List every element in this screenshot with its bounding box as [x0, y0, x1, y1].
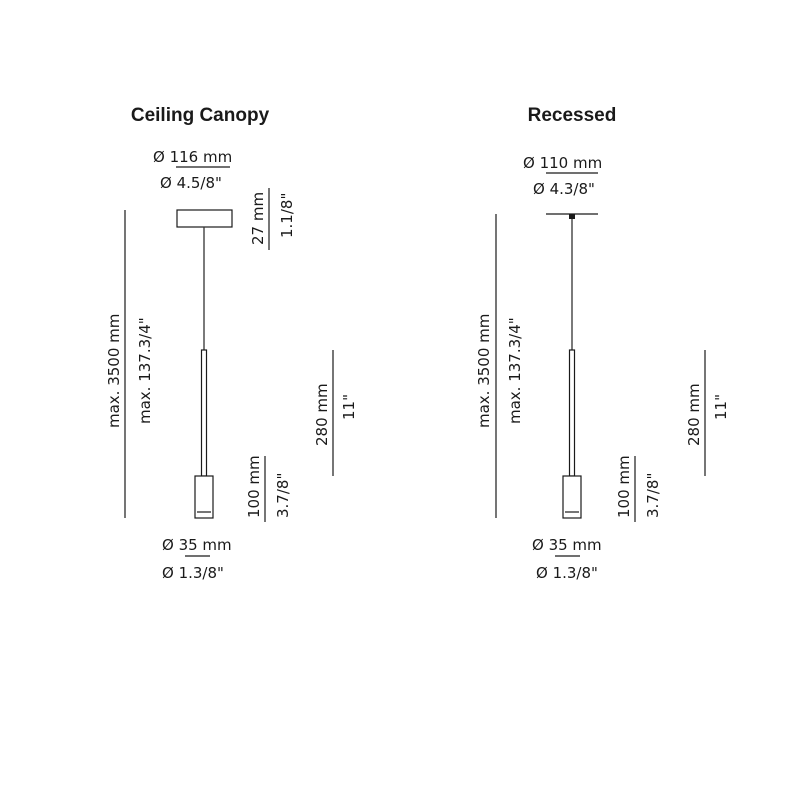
head-height-mm: 100 mm — [245, 455, 263, 518]
recessed-diameter-in: Ø 4.3/8" — [533, 180, 595, 198]
recessed-stem-length-in: 11" — [712, 394, 730, 420]
recessed-head-height-in: 3.7/8" — [644, 472, 662, 518]
ceiling-canopy-title: Ceiling Canopy — [130, 105, 270, 126]
recessed-mount — [569, 214, 575, 219]
recessed-total-length-in: max. 137.3/4" — [506, 317, 524, 424]
recessed-title: Recessed — [527, 105, 617, 126]
recessed-lamp-stem — [570, 350, 575, 476]
canopy-diameter-mm: Ø 116 mm — [153, 148, 233, 166]
recessed-diameter-mm: Ø 110 mm — [523, 154, 603, 172]
recessed-head-height-mm: 100 mm — [615, 455, 633, 518]
canopy-body — [177, 210, 232, 227]
canopy-diameter-in: Ø 4.5/8" — [160, 174, 222, 192]
canopy-height-mm: 27 mm — [249, 191, 267, 245]
recessed-head-diameter-mm: Ø 35 mm — [532, 536, 602, 554]
recessed-variant — [475, 105, 730, 582]
head-diameter-mm: Ø 35 mm — [162, 536, 232, 554]
stem-length-mm: 280 mm — [313, 383, 331, 446]
lamp-stem — [202, 350, 207, 476]
total-length-mm: max. 3500 mm — [105, 313, 123, 428]
recessed-stem-length-mm: 280 mm — [685, 383, 703, 446]
ceiling-canopy-variant — [105, 105, 358, 582]
head-height-in: 3.7/8" — [274, 472, 292, 518]
head-diameter-in: Ø 1.3/8" — [162, 564, 224, 582]
stem-length-in: 11" — [340, 394, 358, 420]
recessed-head-diameter-in: Ø 1.3/8" — [536, 564, 598, 582]
recessed-total-length-mm: max. 3500 mm — [475, 313, 493, 428]
canopy-height-in: 1.1/8" — [278, 192, 296, 238]
total-length-in: max. 137.3/4" — [136, 317, 154, 424]
